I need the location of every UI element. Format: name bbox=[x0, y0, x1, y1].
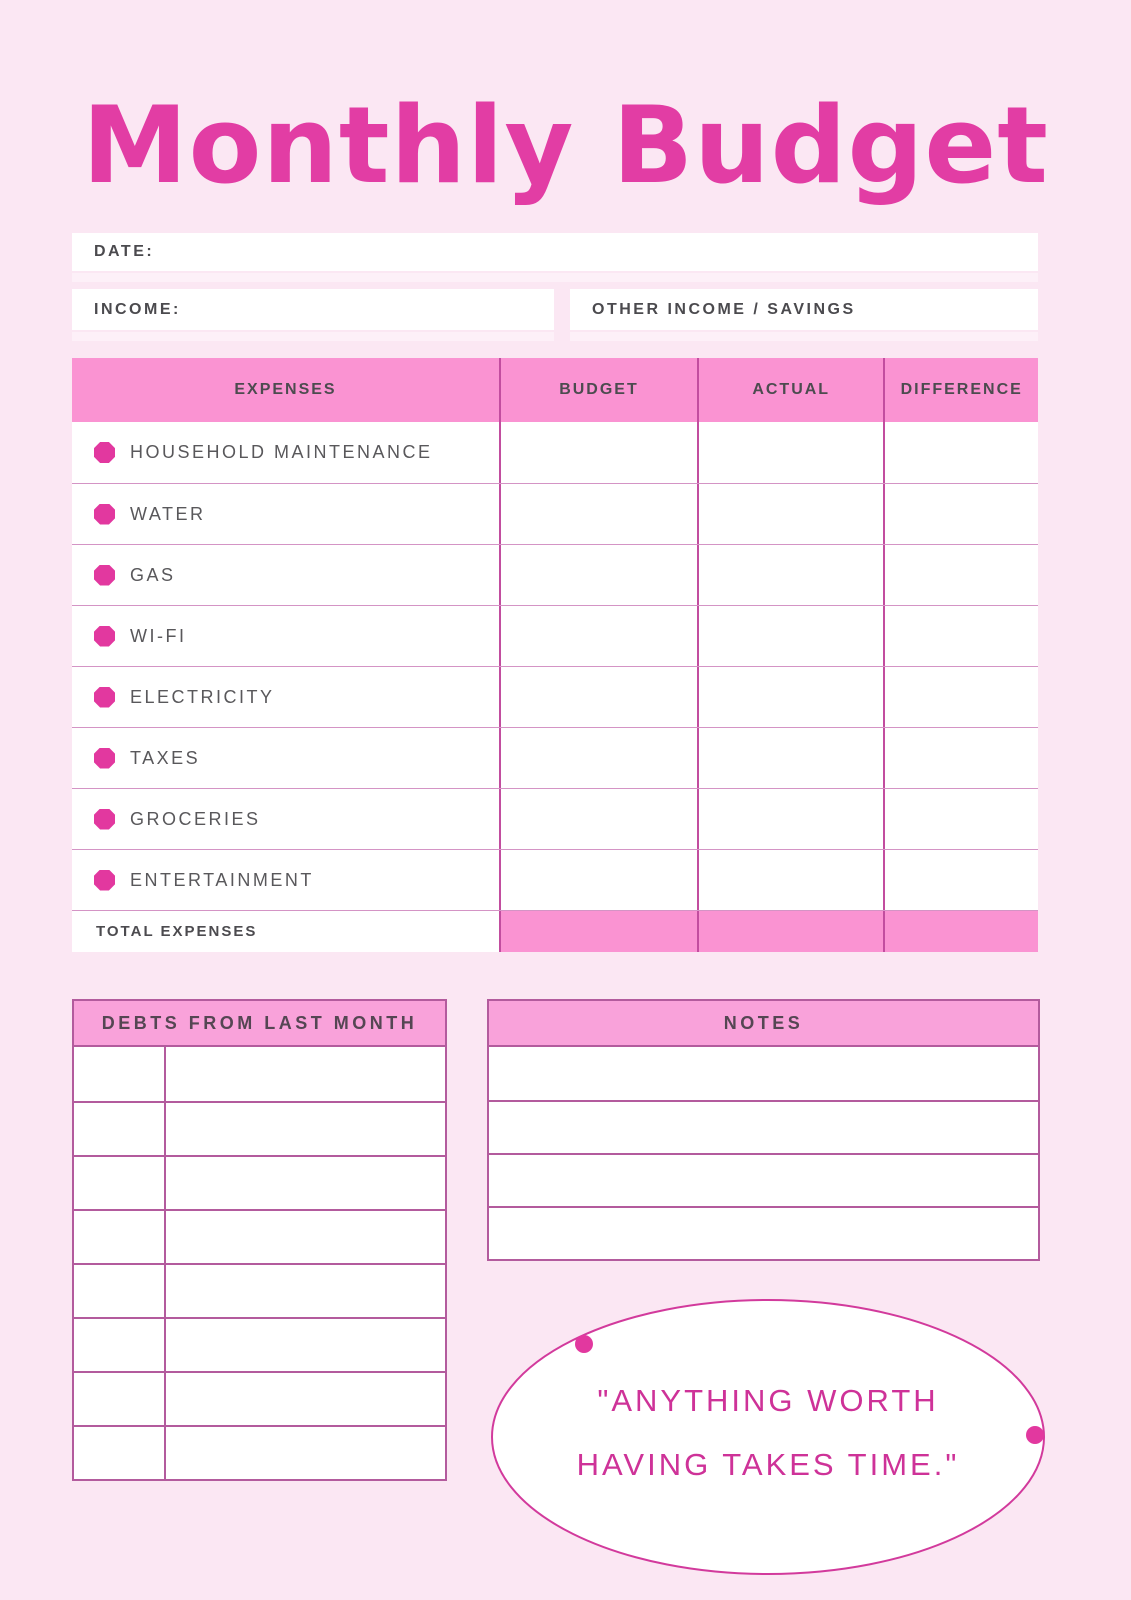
quote-line-2: HAVING TAKES TIME." bbox=[576, 1447, 960, 1482]
debts-cell-amount bbox=[74, 1047, 164, 1101]
expense-cell-actual bbox=[697, 606, 883, 666]
debts-cell-description bbox=[164, 1373, 445, 1425]
expense-row-label: WI-FI bbox=[130, 625, 187, 646]
debts-cell-description bbox=[164, 1211, 445, 1263]
debts-cell-description bbox=[164, 1047, 445, 1101]
expense-cell-actual bbox=[697, 850, 883, 910]
expense-label-cell bbox=[72, 545, 499, 605]
expense-label-cell bbox=[72, 606, 499, 666]
octagon-bullet-icon bbox=[94, 565, 115, 586]
other-income-label: OTHER INCOME / SAVINGS bbox=[592, 300, 856, 318]
ellipse-dot-icon bbox=[575, 1335, 593, 1353]
quote-ellipse-icon bbox=[492, 1300, 1044, 1574]
debts-row bbox=[74, 1317, 445, 1371]
octagon-bullet-icon bbox=[94, 504, 115, 525]
debts-cell-amount bbox=[74, 1319, 164, 1371]
expense-label-cell bbox=[72, 789, 499, 849]
header-cell-expenses: EXPENSES bbox=[234, 381, 337, 398]
expense-cell-actual bbox=[697, 545, 883, 605]
debts-row bbox=[74, 1425, 445, 1479]
octagon-bullet-icon bbox=[94, 442, 115, 463]
expense-row-label: ELECTRICITY bbox=[130, 686, 275, 707]
page-title: Monthly Budget bbox=[82, 84, 1049, 207]
income-label: INCOME: bbox=[94, 300, 181, 318]
expense-row bbox=[72, 544, 1038, 605]
total-cell-difference bbox=[883, 911, 1038, 952]
debts-table bbox=[72, 999, 447, 1481]
expense-cell-budget bbox=[499, 728, 697, 788]
octagon-bullet-icon bbox=[94, 870, 115, 891]
other-income-field-underline bbox=[570, 332, 1038, 341]
expense-row bbox=[72, 666, 1038, 727]
debts-cell-amount bbox=[74, 1103, 164, 1155]
expense-cell-difference bbox=[883, 606, 1038, 666]
debts-row bbox=[74, 1155, 445, 1209]
expense-cell-budget bbox=[499, 850, 697, 910]
date-label: DATE: bbox=[94, 243, 155, 260]
notes-table bbox=[487, 999, 1040, 1261]
debts-cell-amount bbox=[74, 1265, 164, 1317]
octagon-bullet-icon bbox=[94, 748, 115, 769]
expense-cell-difference bbox=[883, 422, 1038, 483]
expenses-table bbox=[72, 358, 1038, 952]
expense-cell-difference bbox=[883, 850, 1038, 910]
expense-row-label: TAXES bbox=[130, 747, 201, 768]
expense-row bbox=[72, 422, 1038, 483]
debts-cell-amount bbox=[74, 1211, 164, 1263]
debts-cell-description bbox=[164, 1157, 445, 1209]
expense-cell-difference bbox=[883, 789, 1038, 849]
debts-cell-description bbox=[164, 1265, 445, 1317]
income-field bbox=[72, 289, 554, 330]
expense-cell-budget bbox=[499, 422, 697, 483]
notes-row bbox=[489, 1153, 1038, 1206]
total-cell-budget bbox=[499, 911, 697, 952]
other-income-field bbox=[570, 289, 1038, 330]
expense-cell-budget bbox=[499, 789, 697, 849]
header-cell-actual: ACTUAL bbox=[697, 358, 883, 422]
expense-row bbox=[72, 849, 1038, 910]
income-field-underline bbox=[72, 332, 554, 341]
ellipse-dot-icon bbox=[1026, 1426, 1044, 1444]
header-cell-budget: BUDGET bbox=[499, 358, 697, 422]
total-cell-actual bbox=[697, 911, 883, 952]
debts-cell-amount bbox=[74, 1157, 164, 1209]
expense-row-label: HOUSEHOLD MAINTENANCE bbox=[130, 442, 433, 462]
expense-cell-actual bbox=[697, 667, 883, 727]
expense-label-cell bbox=[72, 850, 499, 910]
expense-row bbox=[72, 605, 1038, 666]
expense-cell-actual bbox=[697, 789, 883, 849]
expense-label-cell bbox=[72, 667, 499, 727]
expense-label-cell bbox=[72, 728, 499, 788]
header-cell-difference: DIFFERENCE bbox=[883, 358, 1038, 422]
octagon-bullet-icon bbox=[94, 809, 115, 830]
total-expenses-row bbox=[72, 910, 1038, 952]
debts-header: DEBTS FROM LAST MONTH bbox=[74, 1001, 445, 1047]
notes-row bbox=[489, 1206, 1038, 1259]
expense-cell-actual bbox=[697, 728, 883, 788]
expense-cell-budget bbox=[499, 484, 697, 544]
expense-row bbox=[72, 483, 1038, 544]
expense-cell-difference bbox=[883, 667, 1038, 727]
debts-cell-description bbox=[164, 1427, 445, 1479]
debts-row bbox=[74, 1047, 445, 1101]
total-expenses-label: TOTAL EXPENSES bbox=[72, 911, 499, 952]
expense-cell-difference bbox=[883, 484, 1038, 544]
debts-cell-amount bbox=[74, 1373, 164, 1425]
expense-cell-budget bbox=[499, 667, 697, 727]
debts-cell-amount bbox=[74, 1427, 164, 1479]
expense-cell-actual bbox=[697, 484, 883, 544]
debts-row bbox=[74, 1263, 445, 1317]
octagon-bullet-icon bbox=[94, 687, 115, 708]
quote-bubble bbox=[470, 1285, 1070, 1590]
debts-cell-description bbox=[164, 1103, 445, 1155]
expense-cell-actual bbox=[697, 422, 883, 483]
expense-cell-budget bbox=[499, 545, 697, 605]
debts-row bbox=[74, 1209, 445, 1263]
debts-cell-description bbox=[164, 1319, 445, 1371]
expense-row bbox=[72, 788, 1038, 849]
expense-row-label: ENTERTAINMENT bbox=[130, 869, 314, 890]
date-field-underline bbox=[72, 273, 1038, 282]
debts-row bbox=[74, 1101, 445, 1155]
notes-header: NOTES bbox=[489, 1001, 1038, 1047]
expense-cell-difference bbox=[883, 545, 1038, 605]
date-field bbox=[72, 233, 1038, 271]
expense-row-label: WATER bbox=[130, 503, 206, 524]
octagon-bullet-icon bbox=[94, 626, 115, 647]
expense-label-cell bbox=[72, 484, 499, 544]
expense-cell-budget bbox=[499, 606, 697, 666]
expenses-header-row bbox=[72, 358, 1038, 422]
expense-row-label: GROCERIES bbox=[130, 808, 261, 829]
debts-row bbox=[74, 1371, 445, 1425]
quote-line-1: "ANYTHING WORTH bbox=[597, 1383, 939, 1418]
expense-cell-difference bbox=[883, 728, 1038, 788]
notes-row bbox=[489, 1047, 1038, 1100]
expense-row bbox=[72, 727, 1038, 788]
expense-row-label: GAS bbox=[130, 564, 176, 585]
expense-label-cell bbox=[72, 422, 499, 483]
notes-row bbox=[489, 1100, 1038, 1153]
